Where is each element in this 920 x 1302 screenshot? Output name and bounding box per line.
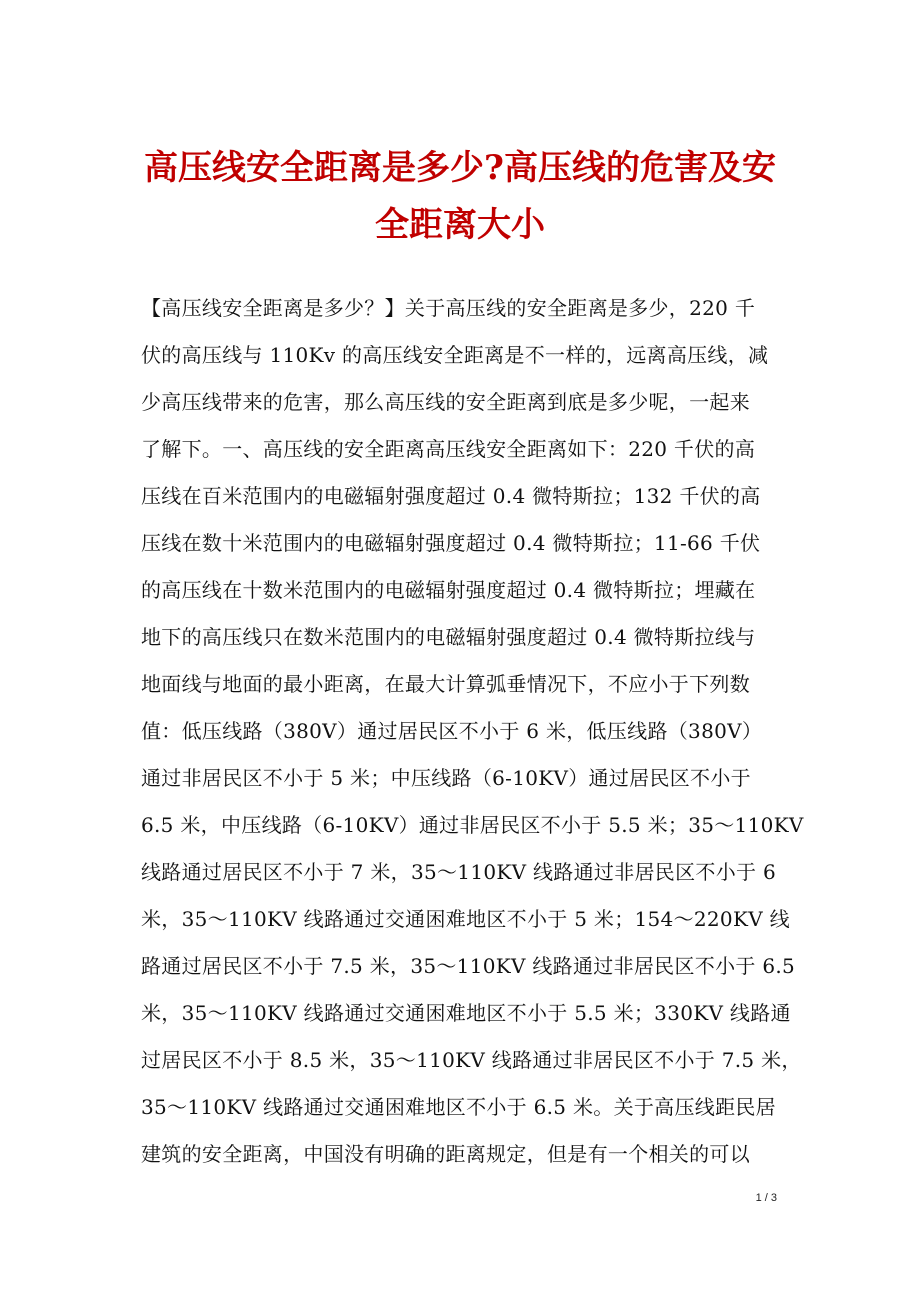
body-line: 35～110KV 线路通过交通困难地区不小于 6.5 米。关于高压线距民居 bbox=[141, 1095, 776, 1119]
body-line: 米，35～110KV 线路通过交通困难地区不小于 5.5 米；330KV 线路通 bbox=[141, 1001, 791, 1025]
body-line: 【高压线安全距离是多少？】关于高压线的安全距离是多少，220 千 bbox=[141, 296, 756, 320]
title-line-2: 全距离大小 bbox=[375, 205, 545, 245]
body-line: 压线在数十米范围内的电磁辐射强度超过 0.4 微特斯拉；11-66 千伏 bbox=[141, 531, 761, 555]
page-number: 1 / 3 bbox=[755, 1192, 777, 1204]
body-line: 的高压线在十数米范围内的电磁辐射强度超过 0.4 微特斯拉；埋藏在 bbox=[141, 578, 756, 602]
body-line: 线路通过居民区不小于 7 米，35～110KV 线路通过非居民区不小于 6 bbox=[141, 860, 776, 884]
body-line: 米，35～110KV 线路通过交通困难地区不小于 5 米；154～220KV 线 bbox=[141, 907, 790, 931]
title-line-1: 高压线安全距离是多少?高压线的危害及安 bbox=[144, 148, 776, 188]
body-line: 地下的高压线只在数米范围内的电磁辐射强度超过 0.4 微特斯拉线与 bbox=[141, 625, 756, 649]
body-line: 路通过居民区不小于 7.5 米，35～110KV 线路通过非居民区不小于 6.5 bbox=[141, 954, 796, 978]
document-title bbox=[0, 140, 920, 254]
body-line: 地面线与地面的最小距离，在最大计算弧垂情况下，不应小于下列数 bbox=[141, 672, 750, 696]
article-body bbox=[141, 285, 804, 1178]
body-line: 了解下。一、高压线的安全距离高压线安全距离如下：220 千伏的高 bbox=[141, 437, 756, 461]
body-line: 建筑的安全距离，中国没有明确的距离规定，但是有一个相关的可以 bbox=[141, 1142, 750, 1166]
body-line: 6.5 米，中压线路（6-10KV）通过非居民区不小于 5.5 米；35～110KV bbox=[141, 813, 804, 837]
body-line: 伏的高压线与 110Kv 的高压线安全距离是不一样的，远离高压线，减 bbox=[141, 343, 769, 367]
body-line: 少高压线带来的危害，那么高压线的安全距离到底是多少呢，一起来 bbox=[141, 390, 750, 414]
body-line: 过居民区不小于 8.5 米，35～110KV 线路通过非居民区不小于 7.5 米， bbox=[141, 1048, 802, 1072]
body-line: 通过非居民区不小于 5 米；中压线路（6-10KV）通过居民区不小于 bbox=[141, 766, 751, 790]
body-line: 值：低压线路（380V）通过居民区不小于 6 米，低压线路（380V） bbox=[141, 719, 763, 743]
body-line: 压线在百米范围内的电磁辐射强度超过 0.4 微特斯拉；132 千伏的高 bbox=[141, 484, 761, 508]
